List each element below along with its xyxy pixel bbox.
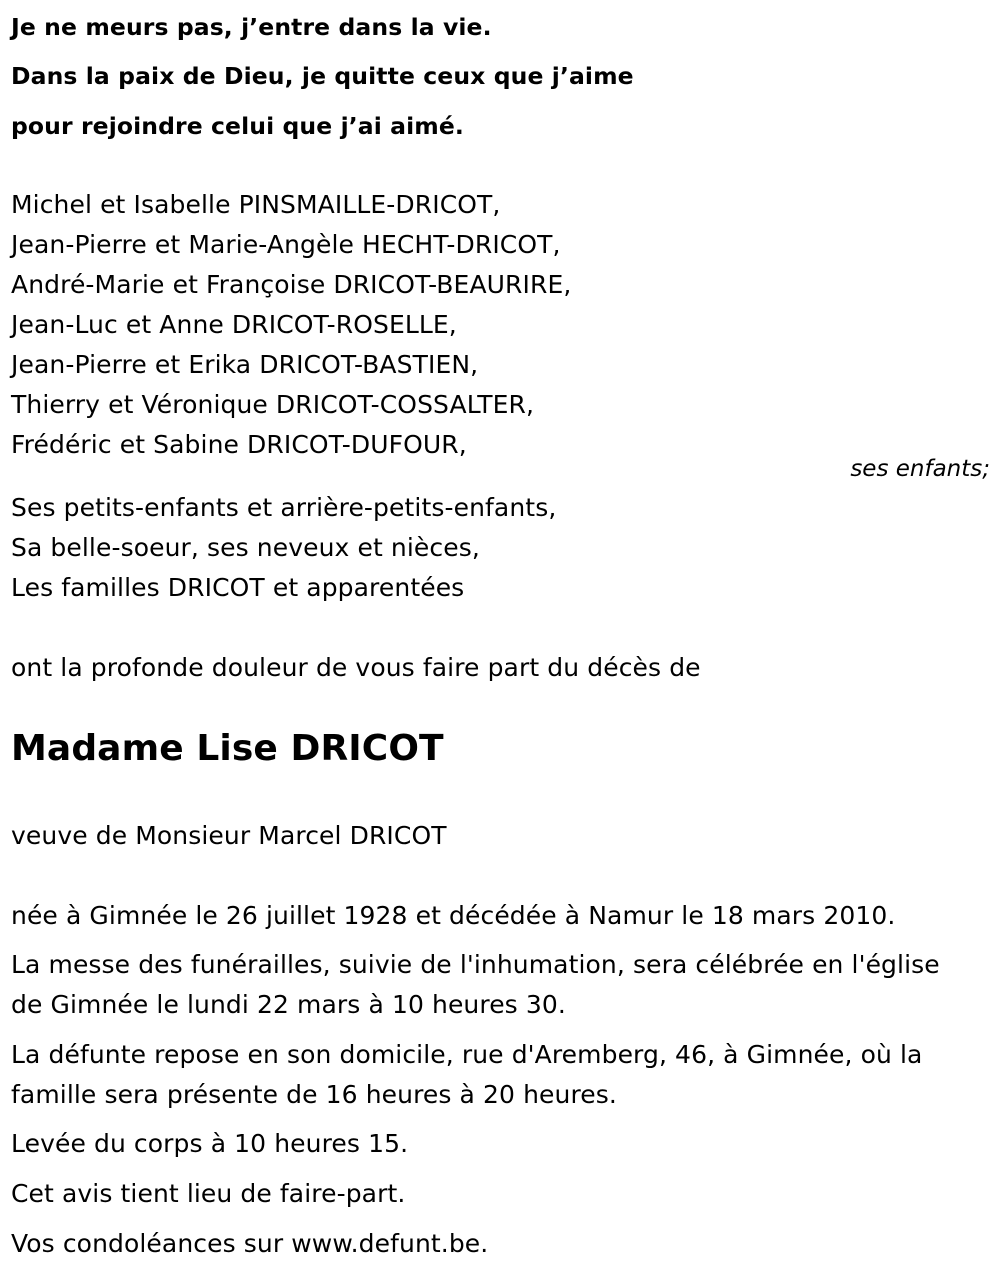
rest-line-1: La défunte repose en son domicile, rue d'Aremberg, 46, à Gimnée, où la: [11, 1040, 923, 1069]
deceased-name: Madame Lise DRICOT: [11, 728, 444, 769]
notice-statement: Cet avis tient lieu de faire-part.: [11, 1179, 406, 1208]
child-entry-3: André-Marie et Françoise DRICOT-BEAURIRE,: [11, 270, 572, 299]
rest-line-2: famille sera présente de 16 heures à 20 heures.: [11, 1080, 617, 1109]
child-entry-1: Michel et Isabelle PINSMAILLE-DRICOT,: [11, 190, 501, 219]
verse-line-2: Dans la paix de Dieu, je quitte ceux que j’aime: [11, 62, 634, 90]
child-entry-7: Frédéric et Sabine DRICOT-DUFOUR,: [11, 430, 467, 459]
child-entry-2: Jean-Pierre et Marie-Angèle HECHT-DRICOT,: [11, 230, 561, 259]
child-entry-5: Jean-Pierre et Erika DRICOT-BASTIEN,: [11, 350, 479, 379]
verse-line-3: pour rejoindre celui que j’ai aimé.: [11, 112, 464, 140]
child-entry-6: Thierry et Véronique DRICOT-COSSALTER,: [11, 390, 535, 419]
children-label: ses enfants;: [850, 456, 990, 482]
child-entry-4: Jean-Luc et Anne DRICOT-ROSELLE,: [11, 310, 457, 339]
family-line-3: Les familles DRICOT et apparentées: [11, 573, 465, 602]
widow-of: veuve de Monsieur Marcel DRICOT: [11, 821, 447, 850]
verse-line-1: Je ne meurs pas, j’entre dans la vie.: [11, 13, 492, 41]
family-line-2: Sa belle-soeur, ses neveux et nièces,: [11, 533, 480, 562]
levee-du-corps: Levée du corps à 10 heures 15.: [11, 1129, 409, 1158]
funeral-line-1: La messe des funérailles, suivie de l'inhumation, sera célébrée en l'église: [11, 950, 940, 979]
birth-death: née à Gimnée le 26 juillet 1928 et décédée à Namur le 18 mars 2010.: [11, 901, 896, 930]
announcement: ont la profonde douleur de vous faire part du décès de: [11, 653, 701, 682]
funeral-line-2: de Gimnée le lundi 22 mars à 10 heures 30.: [11, 990, 566, 1019]
family-line-1: Ses petits-enfants et arrière-petits-enfants,: [11, 493, 557, 522]
condolences-link: Vos condoléances sur www.defunt.be.: [11, 1229, 489, 1258]
